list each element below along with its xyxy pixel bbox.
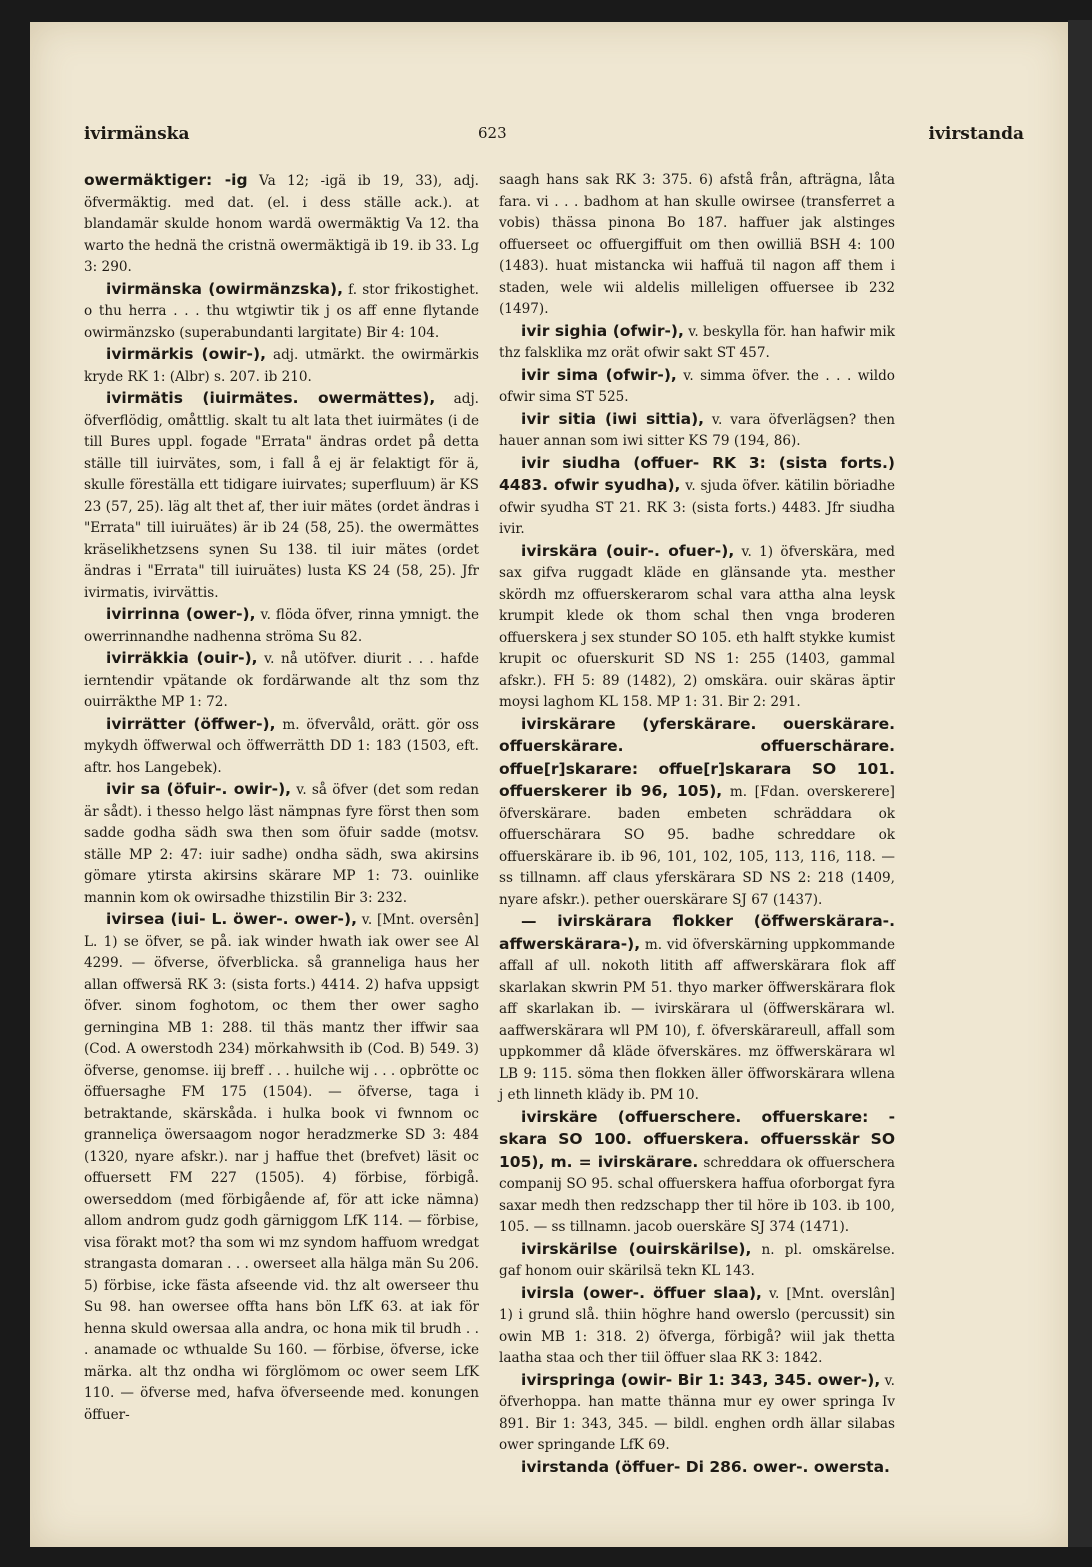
dictionary-entry xyxy=(84,714,479,780)
dictionary-entry xyxy=(84,344,479,388)
entry-headword: ivirskärare (yferskärare. ouerskärare. offuerskärare. offuerschärare. offue[r]skarare: offue[r]skarara SO 101. offuerskerer ib 96, 105), xyxy=(499,714,895,800)
entry-headword: ivirskära (ouir-. ofuer-), xyxy=(521,541,735,560)
dictionary-entry xyxy=(84,604,479,648)
entry-headword: ivirsla (ower-. öffuer slaa), xyxy=(521,1283,762,1302)
dictionary-entry xyxy=(84,648,479,714)
entry-headword: ivirmätis (iuirmätes. owermättes), xyxy=(106,389,436,407)
dictionary-entry xyxy=(84,779,479,909)
dictionary-entry xyxy=(84,909,479,1426)
entry-headword: ivirstanda (öffuer- Di 286. ower-. owersta. xyxy=(521,1457,890,1476)
dictionary-entry xyxy=(499,1283,895,1370)
dictionary-entry xyxy=(499,409,895,453)
dictionary-entry xyxy=(499,321,895,365)
entry-headword: ivirrinna (ower-), xyxy=(106,605,256,623)
entry-text: v. vara öfverlägsen? then hauer annan som iwi sitter KS 79 (194, 86). xyxy=(499,411,895,449)
dictionary-entry xyxy=(499,365,895,409)
entry-text: m. vid öfverskärning uppkommande affall af ull. nokoth litith aff affwerskärara flok aff skarlakan skwrin PM 51. thyo marker öffwerskärara flok aff skarlakan ib. — ivirskärara ul (öffwerskärara wl. aaffwerskärara wll PM 10), f. öfverskärareull, affall som uppkommer då kläde öfverskäres. mz öffwerskärara wl LB 9: 115. söma then flokken äller öffworskärara wllena j eth linneth klädy ib. PM 10. xyxy=(499,936,895,1103)
entry-text: v. [Mnt. oversên] L. 1) se öfver, se på. iak winder hwath iak ower see Al 4299. — öfverse, öfverblicka. så granneliga haus her allan offwersä RK 3: (sista forts.) 4414. 2) hafva uppsigt öfver. sinom foghotom, oc them ther ower sagho gerningina MB 1: 288. til thäs mantz ther iffwir saa (Cod. A owerstodh 234) mörkahwsith ib (Cod. B) 549. 3) öfverse, genomse. iij breff . . . huilche wij . . . opbrötte oc öffuersaghe FM 175 (1504). — öfverse, taga i betraktande, skärskåda. i hulka book vi fwnnom oc granneliça öwersaagom nogor heradzmerke SD 3: 484 (1320, nyare afskr.). nar j haffue thet (brefvet) läsit oc offuersett FM 227 (1505). 4) förbise, förbigå. owerseddom (med förbigående af, för att icke nämna) allom androm gudz godh gärniggom LfK 114. — förbise, visa förakt mot? tha som wi mz syndom haffuom wredgat strangasta domaran . . . owerseet alla hälga män Su 206. 5) förbise, icke fästa afseende vid. thz alt owerseer thu Su 98. han owersee offta hans bön LfK 63. at iak för henna skuld owersaa alla andra, oc hona mik til brudh . . . anamade oc wthualde Su 160. — förbise, öfverse, icke märka. alt thz ondha wi förglömom oc ower seem LfK 110. — öfverse med, hafva öfverseende med. konungen öffuer- xyxy=(84,912,479,1423)
entry-text: v. [Mnt. overslân] 1) i grund slå. thiin höghre hand owerslo (percussit) sin owin MB 1: 318. 2) öfverga, förbigå? wiil jak thetta laatha staa och ther tiil öffuer slaa RK 3: 1842. xyxy=(499,1285,895,1366)
entry-headword: ivirspringa (owir- Bir 1: 343, 345. ower-), xyxy=(521,1370,881,1389)
entry-text: v. beskylla för. han hafwir mik thz falsklika mz orät ofwir sakt ST 457. xyxy=(499,323,895,361)
entry-headword: — ivirskärara flokker (öffwerskärara-. affwerskärara-), xyxy=(499,912,895,953)
entry-headword: ivirskärilse (ouirskärilse), xyxy=(521,1239,752,1258)
dictionary-entry xyxy=(499,453,895,541)
dictionary-entry xyxy=(499,1370,895,1457)
running-head-left: ivirmänska xyxy=(84,124,190,144)
entry-text: m. [Fdan. overskerere] öfverskärare. baden embeten schräddara ok offuerschärara SO 95. badhe schreddare ok offuerskärare ib. ib 96, 101, 102, 105, 113, 116, 118. — ss tillnamn. aff claus yferskärara SD NS 2: 218 (1409, nyare afskr.). pether ouerskärare SJ 67 (1437). xyxy=(499,784,895,908)
entry-headword: ivir sa (öfuir-. owir-), xyxy=(106,780,292,798)
entry-text: f. stor frikostighet. o thu herra . . . thu wtgiwtir tik j os aff enne flytande owirmänzsko (superabundanti largitate) Bir 4: 104. xyxy=(84,281,479,341)
dictionary-entry xyxy=(499,1239,895,1283)
page-number: 623 xyxy=(478,124,507,142)
entry-text: v. 1) öfverskära, med sax gifva ruggadt kläde en glänsande yta. mesther skördh mz offuerskerarom schal vara attha alna leysk krumpit klede ok thom schal then vnga broderen offuerskera j sex stunder SO 105. eth halft stykke kumist krupit oc ofuerskurit SD NS 1: 255 (1403, gammal afskr.). FH 5: 89 (1482), 2) omskära. ouir skäras äptir moysi laghom KL 158. MP 1: 31. Bir 2: 291. xyxy=(499,543,895,710)
left-column xyxy=(84,170,479,1426)
dictionary-entry xyxy=(499,714,895,912)
entry-text: v. öfverhoppa. han matte thänna mur ey ower springa Iv 891. Bir 1: 343, 345. — bildl. enghen ordh ällar silabas ower springande LfK 69. xyxy=(499,1372,895,1453)
running-head-right: ivirstanda xyxy=(928,124,1024,144)
dictionary-entry xyxy=(84,170,479,279)
dictionary-entry xyxy=(499,1457,895,1480)
entry-text: Va 12; -igä ib 19, 33), adj. öfvermäktig. med dat. (el. i dess ställe ack.). at blandamär skulde honom wardä owermäktig Va 12. tha warto the hednä the cristnä owermäktigä ib 19. ib 33. Lg 3: 290. xyxy=(84,173,480,275)
dictionary-entry xyxy=(499,541,895,714)
dictionary-entry xyxy=(499,170,895,321)
entry-text: adj. utmärkt. the owirmärkis kryde RK 1: (Albr) s. 207. ib 210. xyxy=(84,347,479,385)
dictionary-entry xyxy=(499,911,895,1107)
entry-headword: ivirräkkia (ouir-), xyxy=(106,649,258,667)
dictionary-entry xyxy=(84,388,479,604)
entry-text: v. simma öfver. the . . . wildo ofwir sima ST 525. xyxy=(499,367,895,405)
entry-text: m. öfvervåld, orätt. gör oss mykydh öffwerwal och öffwerrätth DD 1: 183 (1503, eft. aftr. hos Langebek). xyxy=(84,716,479,776)
entry-text: n. pl. omskärelse. gaf honom ouir skärilsä tekn KL 143. xyxy=(499,1241,895,1279)
entry-text: v. flöda öfver, rinna ymnigt. the owerrinnandhe nadhenna ströma Su 82. xyxy=(84,607,479,645)
entry-headword: ivirsea (iui- L. öwer-. ower-), xyxy=(106,910,357,928)
entry-headword: ivirrätter (öffwer-), xyxy=(106,714,276,733)
entry-headword: ivir sitia (iwi sittia), xyxy=(521,409,705,428)
entry-text: saagh hans sak RK 3: 375. 6) afstå från, afträgna, låta fara. vi . . . badhom at han skulle owirsee (transferret a vobis) thässa pinona Bo 187. haffuer jak alstinges offuerseet oc offuergiffuit om then owilliä BSH 4: 100 (1483). huat mistancka wii haffuä til nagon aff them i staden, wele wii aldelis milleligen offuersee ib 232 (1497). xyxy=(499,172,895,317)
entry-text: v. nå utöfver. diurit . . . hafde ierntendir vpätande ok fordärwande alt thz som thz ouirräkthe MP 1: 72. xyxy=(84,651,479,710)
entry-text: v. så öfver (det som redan är sådt). i thesso helgo läst nämpnas fyre först then som sadde godha sädh swa then som öfuir sadde (motsv. ställe MP 2: 47: iuir sadhe) ondha sädh, swa akirsins gömare ytirsta akirsins skärare MP 1: 73. ouinlike mannin kom ok owirsadhe thizstilin Bir 3: 232. xyxy=(84,782,479,906)
right-column xyxy=(499,170,895,1479)
page-edge xyxy=(1068,20,1092,1547)
entry-headword: ivir sima (ofwir-), xyxy=(521,365,677,384)
dictionary-entry xyxy=(84,279,479,345)
entry-headword: owermäktiger: -ig xyxy=(84,171,248,189)
entry-headword: ivir sighia (ofwir-), xyxy=(521,321,684,340)
entry-headword: ivirskäre (offuerschere. offuerskare: -skara SO 100. offuerskera. offuersskär SO 105), m. = ivirskärare. xyxy=(499,1107,895,1171)
entry-headword: ivirmärkis (owir-), xyxy=(106,345,266,363)
entry-text: schreddara ok offuerschera companij SO 95. schal offuerskera haffua oforborgat fyra saxar medh then redzschapp ther til höre ib 103. ib 100, 105. — ss tillnamn. jacob ouerskäre SJ 374 (1471). xyxy=(499,1154,896,1235)
entry-headword: ivir siudha (offuer- RK 3: (sista forts.) 4483. ofwir syudha), xyxy=(499,453,895,494)
entry-headword: ivirmänska (owirmänzska), xyxy=(106,279,343,298)
entry-text: v. sjuda öfver. kätilin böriadhe ofwir syudha ST 21. RK 3: (sista forts.) 4483. Jfr siudha ivir. xyxy=(499,478,895,537)
dictionary-entry xyxy=(499,1107,895,1239)
entry-text: adj. öfverflödig, omåttlig. skalt tu alt lata thet iuirmätes (i de till Bures uppl. fogade "Errata" ändras ordet på detta ställe till iuirvätes, som, i fall å ej är felaktigt för ä, skulle föreställa ett tidigare iuirvates; superfluum) är KS 23 (57, 25). läg alt thet af, ther iuir mätes (ordet ändras i "Errata" till iuiruätes) är ib 24 (58, 25). the owermättes kräselikhetzsens synen Su 138. til iuir mätes (ordet ändras i "Errata" till iuiruätes) lusta KS 24 (58, 25). Jfr ivirmatis, ivirvättis. xyxy=(84,391,479,601)
